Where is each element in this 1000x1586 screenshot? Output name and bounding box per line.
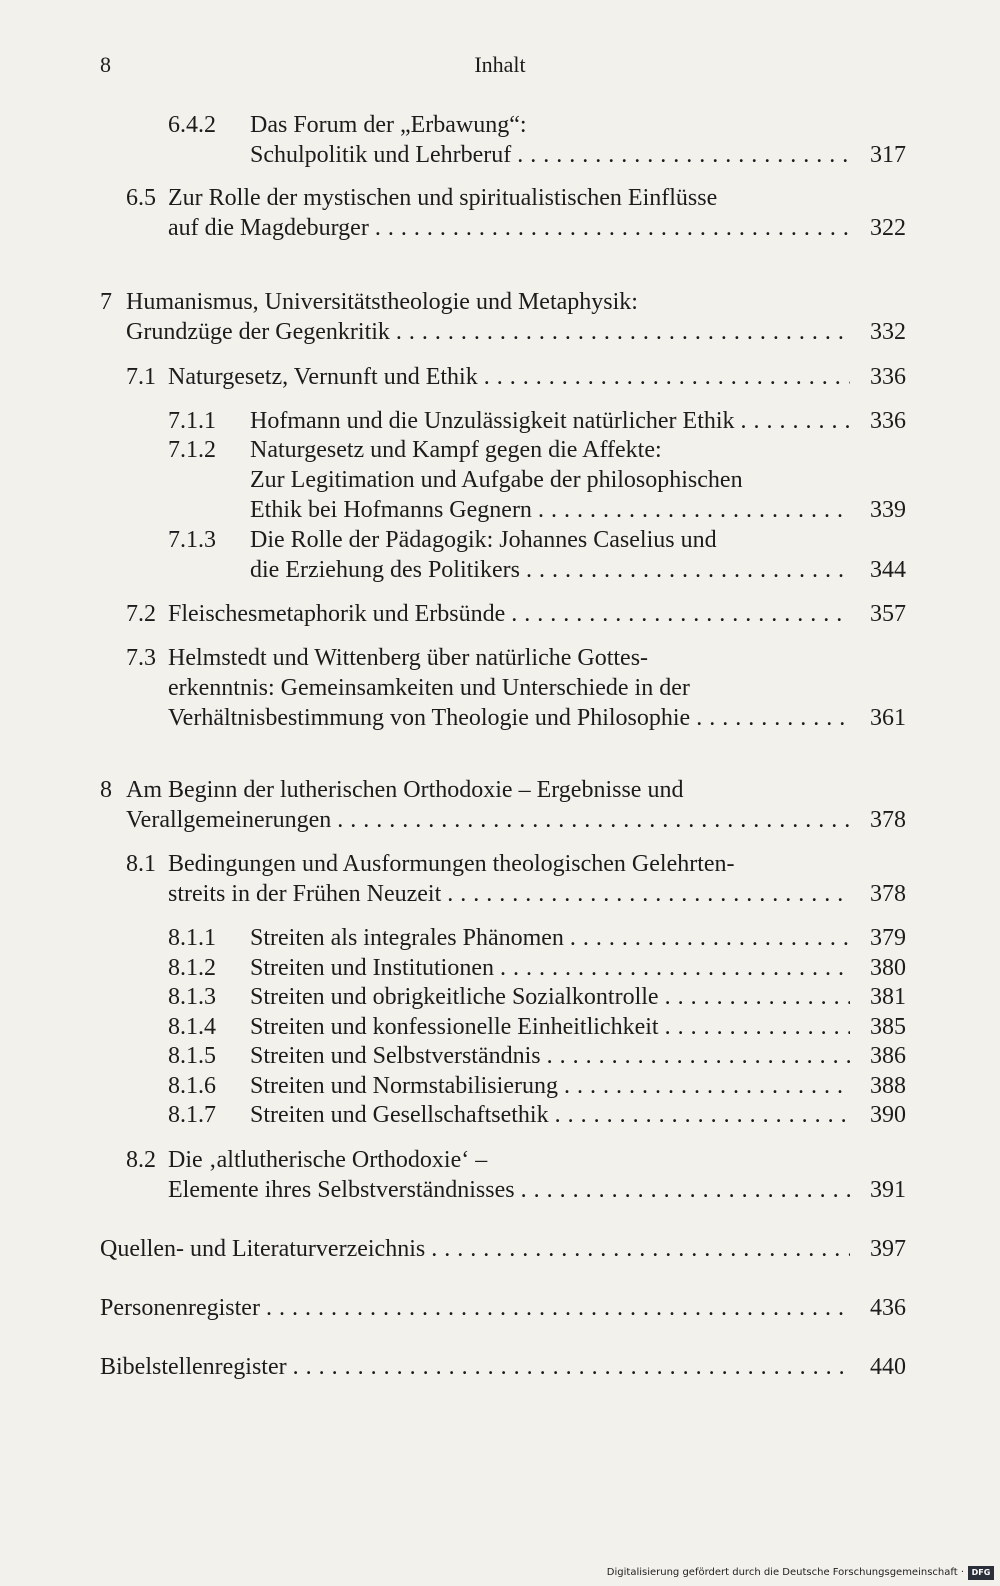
entry-title: Humanismus, Universitätstheologie und Metaphysik: [126, 289, 638, 315]
page-ref: 391 [870, 1177, 906, 1203]
page-ref: 336 [870, 364, 906, 390]
dot-leader [260, 1293, 850, 1323]
entry-title: Quellen- und Literaturverzeichnis [100, 1236, 426, 1262]
entry-title-leader [250, 1071, 850, 1101]
dot-leader [425, 1234, 850, 1264]
dot-leader [287, 1352, 850, 1382]
section-number: 8.1.4 [168, 1014, 216, 1040]
entry-title-leader [250, 555, 850, 585]
footer-text: Digitalisierung gefördert durch die Deutsche Forschungsgemeinschaft · [606, 1567, 964, 1578]
digitization-footer [607, 1560, 1000, 1586]
entry-title: Verhältnisbestimmung von Theologie und Philosophie [168, 705, 691, 731]
section-number: 7.1 [126, 364, 156, 390]
dot-leader [659, 982, 850, 1012]
page-ref: 378 [870, 881, 906, 907]
dot-leader [505, 599, 850, 629]
chapter-number: 8 [100, 777, 112, 803]
section-number: 8.1.5 [168, 1043, 216, 1069]
section-number: 7.2 [126, 601, 156, 627]
entry-title-leader [250, 1100, 850, 1130]
entry-title: Streiten als integrales Phänomen [250, 925, 564, 951]
section-number: 8.1.2 [168, 955, 216, 981]
section-number: 7.1.1 [168, 408, 216, 434]
page-ref: 317 [870, 142, 906, 168]
entry-title: Bibelstellenregister [100, 1354, 287, 1380]
dot-leader [564, 923, 850, 953]
dot-leader [735, 406, 850, 436]
dot-leader [478, 362, 850, 392]
section-number: 6.4.2 [168, 112, 216, 138]
entry-title-leader [168, 879, 850, 909]
entry-title: Das Forum der „Erbawung“: [250, 112, 527, 138]
page-ref: 378 [870, 807, 906, 833]
page-ref: 322 [870, 215, 906, 241]
page-ref: 336 [870, 408, 906, 434]
entry-title: auf die Magdeburger [168, 215, 369, 241]
section-number: 8.1 [126, 851, 156, 877]
section-number: 7.1.2 [168, 437, 216, 463]
section-number: 8.1.3 [168, 984, 216, 1010]
dot-leader [390, 317, 850, 347]
entry-title-leader [250, 953, 850, 983]
page-ref: 357 [870, 601, 906, 627]
page-ref: 361 [870, 705, 906, 731]
entry-title-leader [168, 599, 850, 629]
running-title: Inhalt [474, 52, 526, 77]
page-ref: 390 [870, 1102, 906, 1128]
page-ref: 339 [870, 497, 906, 523]
entry-title: Hofmann und die Unzulässigkeit natürlicher Ethik [250, 408, 735, 434]
entry-title: Die ‚altlutherische Orthodoxie‘ – [168, 1147, 488, 1173]
entry-title-leader [168, 703, 850, 733]
entry-title-leader [168, 362, 850, 392]
dot-leader [331, 805, 850, 835]
dot-leader [659, 1012, 850, 1042]
page-ref: 440 [870, 1354, 906, 1380]
page-ref: 344 [870, 557, 906, 583]
page-ref: 388 [870, 1073, 906, 1099]
page-ref: 386 [870, 1043, 906, 1069]
entry-title: Fleischesmetaphorik und Erbsünde [168, 601, 506, 627]
entry-title-leader [100, 1352, 850, 1382]
section-number: 7.1.3 [168, 527, 216, 553]
chapter-number: 7 [100, 289, 112, 315]
entry-title: Schulpolitik und Lehrberuf [250, 142, 512, 168]
section-number: 8.1.1 [168, 925, 216, 951]
entry-title-leader [168, 213, 850, 243]
dfg-logo: DFG [968, 1566, 994, 1580]
dot-leader [369, 213, 850, 243]
page-ref: 385 [870, 1014, 906, 1040]
entry-title: Naturgesetz, Vernunft und Ethik [168, 364, 478, 390]
dot-leader [515, 1175, 850, 1205]
entry-title-leader [126, 805, 850, 835]
section-number: 7.3 [126, 645, 156, 671]
entry-title: Bedingungen und Ausformungen theologischen Gelehrten- [168, 851, 735, 877]
entry-title-leader [250, 1012, 850, 1042]
dot-leader [558, 1071, 850, 1101]
page-ref: 436 [870, 1295, 906, 1321]
entry-title-leader [100, 1293, 850, 1323]
entry-title: Personenregister [100, 1295, 260, 1321]
entry-title: die Erziehung des Politikers [250, 557, 520, 583]
entry-title: Zur Legitimation und Aufgabe der philosophischen [250, 467, 743, 493]
entry-title: Streiten und Selbstverständnis [250, 1043, 541, 1069]
entry-title: Die Rolle der Pädagogik: Johannes Caselius und [250, 527, 717, 553]
entry-title-leader [250, 140, 850, 170]
page-header [0, 50, 1000, 84]
page-ref: 380 [870, 955, 906, 981]
entry-title: streits in der Frühen Neuzeit [168, 881, 442, 907]
dot-leader [494, 953, 850, 983]
entry-title-leader [250, 406, 850, 436]
entry-title-leader [126, 317, 850, 347]
page-ref: 381 [870, 984, 906, 1010]
entry-title: Streiten und Normstabilisierung [250, 1073, 558, 1099]
page-number: 8 [100, 52, 111, 77]
entry-title-leader [250, 923, 850, 953]
entry-title-leader [250, 1041, 850, 1071]
entry-title-leader [168, 1175, 850, 1205]
entry-title: Streiten und konfessionelle Einheitlichkeit [250, 1014, 659, 1040]
section-number: 8.2 [126, 1147, 156, 1173]
entry-title: Elemente ihres Selbstverständnisses [168, 1177, 515, 1203]
page-ref: 379 [870, 925, 906, 951]
entry-title-leader [250, 982, 850, 1012]
entry-title-leader [250, 495, 850, 525]
entry-title: Naturgesetz und Kampf gegen die Affekte: [250, 437, 662, 463]
dot-leader [690, 703, 850, 733]
dot-leader [549, 1100, 850, 1130]
dot-leader [511, 140, 850, 170]
section-number: 8.1.6 [168, 1073, 216, 1099]
dot-leader [532, 495, 850, 525]
page-ref: 332 [870, 319, 906, 345]
entry-title: Grundzüge der Gegenkritik [126, 319, 390, 345]
entry-title: Am Beginn der lutherischen Orthodoxie – Ergebnisse und [126, 777, 684, 803]
entry-title: Streiten und Gesellschaftsethik [250, 1102, 549, 1128]
entry-title: Ethik bei Hofmanns Gegnern [250, 497, 532, 523]
section-number: 6.5 [126, 185, 156, 211]
entry-title: Streiten und Institutionen [250, 955, 494, 981]
entry-title: Helmstedt und Wittenberg über natürliche Gottes- [168, 645, 649, 671]
entry-title: Zur Rolle der mystischen und spiritualistischen Einflüsse [168, 185, 718, 211]
entry-title: Verallgemeinerungen [126, 807, 332, 833]
entry-title: erkenntnis: Gemeinsamkeiten und Unterschiede in der [168, 675, 690, 701]
dot-leader [520, 555, 850, 585]
entry-title-leader [100, 1234, 850, 1264]
section-number: 8.1.7 [168, 1102, 216, 1128]
page-ref: 397 [870, 1236, 906, 1262]
entry-title: Streiten und obrigkeitliche Sozialkontrolle [250, 984, 659, 1010]
dot-leader [541, 1041, 850, 1071]
dot-leader [441, 879, 850, 909]
